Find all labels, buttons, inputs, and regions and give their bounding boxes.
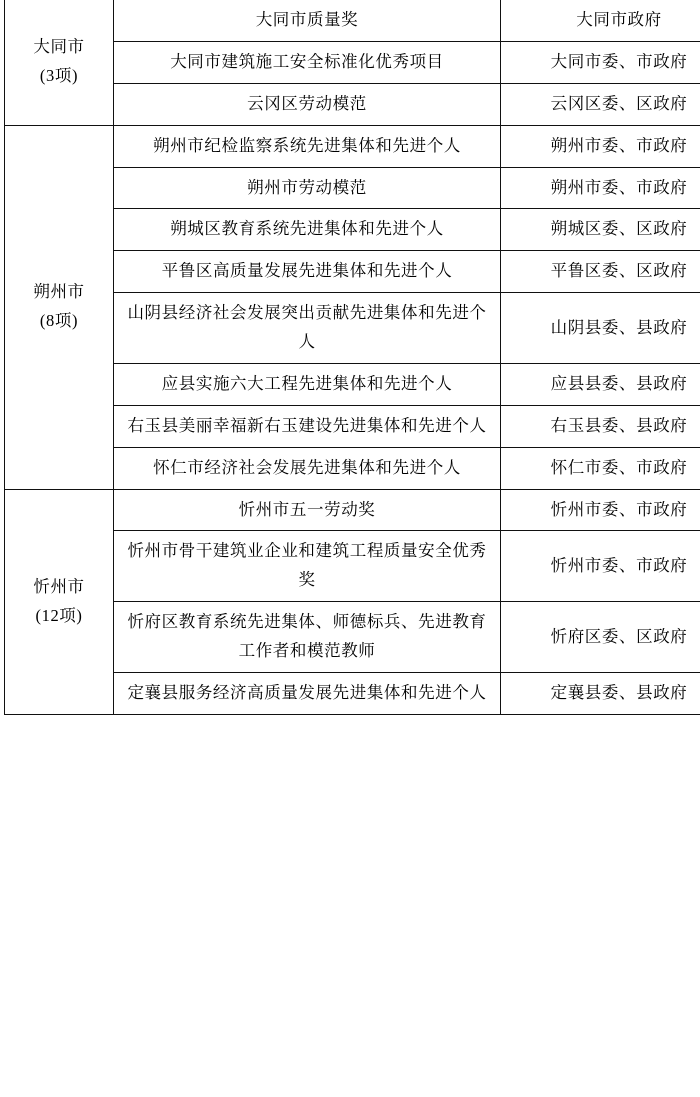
award-list-table <box>4 0 700 715</box>
region-cell-datong <box>5 0 114 125</box>
table-row <box>5 125 700 167</box>
issuer-cell: 朔城区委、区政府 <box>501 209 700 251</box>
issuer-cell: 平鲁区委、区政府 <box>501 251 700 293</box>
issuer-cell: 朔州市委、市政府 <box>501 167 700 209</box>
region-name: 朔州市 <box>33 282 85 302</box>
item-cell: 平鲁区高质量发展先进集体和先进个人 <box>114 251 501 293</box>
issuer-cell: 定襄县委、县政府 <box>501 672 700 714</box>
item-cell: 忻府区教育系统先进集体、师德标兵、先进教育工作者和模范教师 <box>114 602 501 673</box>
region-cell-xinzhou <box>5 489 114 714</box>
issuer-cell: 大同市政府 <box>501 0 700 41</box>
item-cell: 朔州市劳动模范 <box>114 167 501 209</box>
region-cell-shuozhou <box>5 125 114 489</box>
table-row <box>5 489 700 531</box>
issuer-cell: 右玉县委、县政府 <box>501 405 700 447</box>
issuer-cell: 云冈区委、区政府 <box>501 83 700 125</box>
item-cell: 右玉县美丽幸福新右玉建设先进集体和先进个人 <box>114 405 501 447</box>
item-cell: 山阴县经济社会发展突出贡献先进集体和先进个人 <box>114 293 501 364</box>
item-cell: 云冈区劳动模范 <box>114 83 501 125</box>
item-cell: 忻州市骨干建筑业企业和建筑工程质量安全优秀奖 <box>114 531 501 602</box>
issuer-cell: 应县县委、县政府 <box>501 363 700 405</box>
region-count: (3项) <box>39 66 79 86</box>
item-cell: 朔城区教育系统先进集体和先进个人 <box>114 209 501 251</box>
issuer-cell: 大同市委、市政府 <box>501 41 700 83</box>
item-cell: 朔州市纪检监察系统先进集体和先进个人 <box>114 125 501 167</box>
item-cell: 怀仁市经济社会发展先进集体和先进个人 <box>114 447 501 489</box>
item-cell: 定襄县服务经济高质量发展先进集体和先进个人 <box>114 672 501 714</box>
item-cell: 大同市建筑施工安全标准化优秀项目 <box>114 41 501 83</box>
issuer-cell: 怀仁市委、市政府 <box>501 447 700 489</box>
item-cell: 应县实施六大工程先进集体和先进个人 <box>114 363 501 405</box>
region-name: 大同市 <box>33 37 85 57</box>
region-count: (8项) <box>39 311 79 331</box>
issuer-cell: 忻州市委、市政府 <box>501 531 700 602</box>
issuer-cell: 朔州市委、市政府 <box>501 125 700 167</box>
issuer-cell: 忻府区委、区政府 <box>501 602 700 673</box>
issuer-cell: 山阴县委、县政府 <box>501 293 700 364</box>
item-cell: 忻州市五一劳动奖 <box>114 489 501 531</box>
issuer-cell: 忻州市委、市政府 <box>501 489 700 531</box>
item-cell: 大同市质量奖 <box>114 0 501 41</box>
region-count: (12项) <box>35 605 83 625</box>
table-row <box>5 0 700 41</box>
region-name: 忻州市 <box>33 576 85 596</box>
